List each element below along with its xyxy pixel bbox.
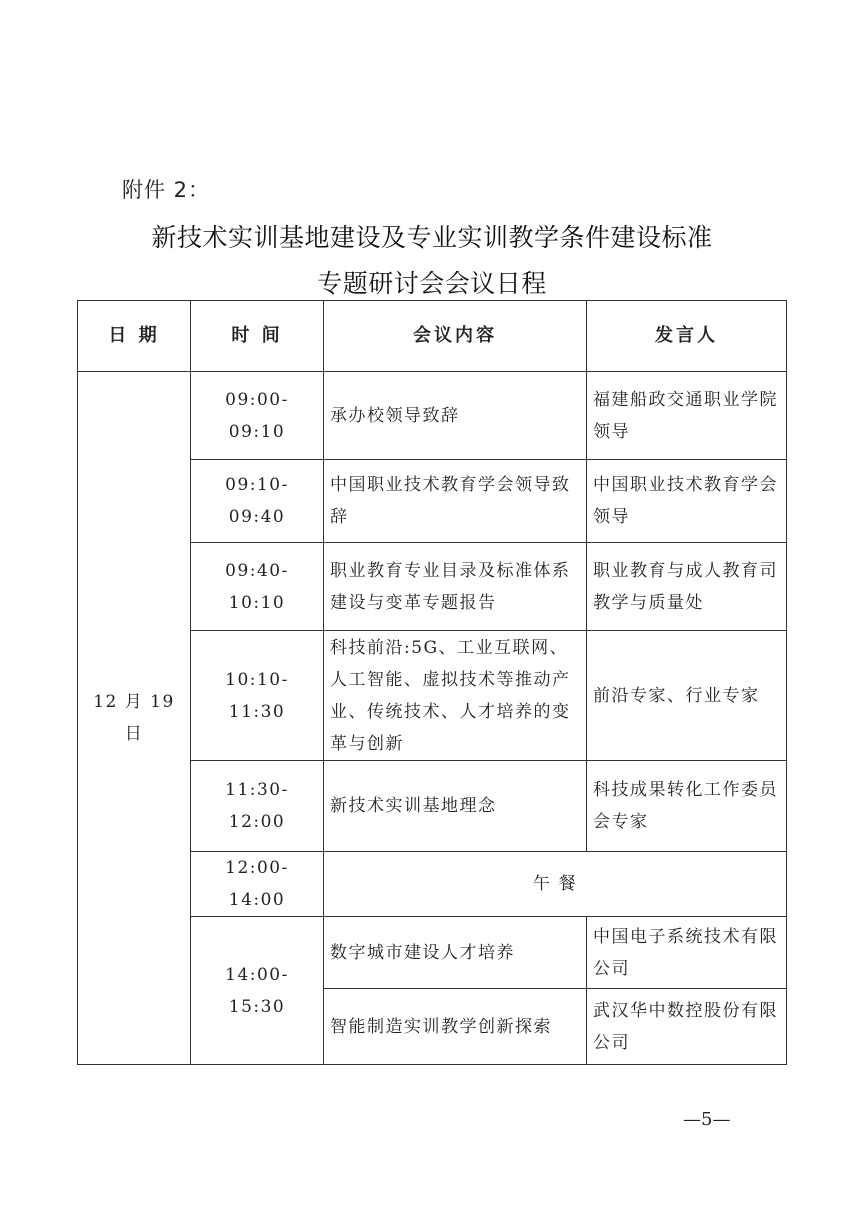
document-title-line2: 专题研讨会会议日程 [317,269,547,298]
speaker-cell: 中国职业技术教育学会领导 [587,460,787,543]
time-cell: 10:10-11:30 [191,631,324,761]
speaker-cell: 前沿专家、行业专家 [587,631,787,761]
header-speaker: 发言人 [587,301,787,372]
page-number: —5— [683,1109,731,1130]
content-cell: 数字城市建设人才培养 [324,917,587,989]
speaker-cell: 职业教育与成人教育司教学与质量处 [587,543,787,631]
content-cell: 智能制造实训教学创新探索 [324,989,587,1065]
content-cell: 科技前沿:5G、工业互联网、人工智能、虚拟技术等推动产业、传统技术、人才培养的变革与创新 [324,631,587,761]
content-cell: 中国职业技术教育学会领导致辞 [324,460,587,543]
header-date: 日 期 [78,301,191,372]
content-cell: 职业教育专业目录及标准体系建设与变革专题报告 [324,543,587,631]
time-cell: 09:00-09:10 [191,372,324,460]
document-title-line1: 新技术实训基地建设及专业实训教学条件建设标准 [151,223,713,252]
speaker-cell: 科技成果转化工作委员会专家 [587,761,787,852]
time-cell: 14:00-15:30 [191,917,324,1065]
content-cell: 承办校领导致辞 [324,372,587,460]
table-header-row [78,301,787,372]
header-time: 时 间 [191,301,324,372]
schedule-table [77,300,787,1065]
time-cell: 09:10-09:40 [191,460,324,543]
content-cell: 新技术实训基地理念 [324,761,587,852]
attachment-label: 附件 2： [122,178,211,202]
date-cell: 12 月 19 日 [78,372,191,1065]
speaker-cell: 武汉华中数控股份有限公司 [587,989,787,1065]
time-cell: 09:40-10:10 [191,543,324,631]
time-cell: 12:00-14:00 [191,852,324,917]
speaker-cell: 福建船政交通职业学院领导 [587,372,787,460]
header-content: 会议内容 [324,301,587,372]
time-cell: 11:30-12:00 [191,761,324,852]
lunch-cell: 午 餐 [324,852,787,917]
speaker-cell: 中国电子系统技术有限公司 [587,917,787,989]
table-row [78,372,787,460]
